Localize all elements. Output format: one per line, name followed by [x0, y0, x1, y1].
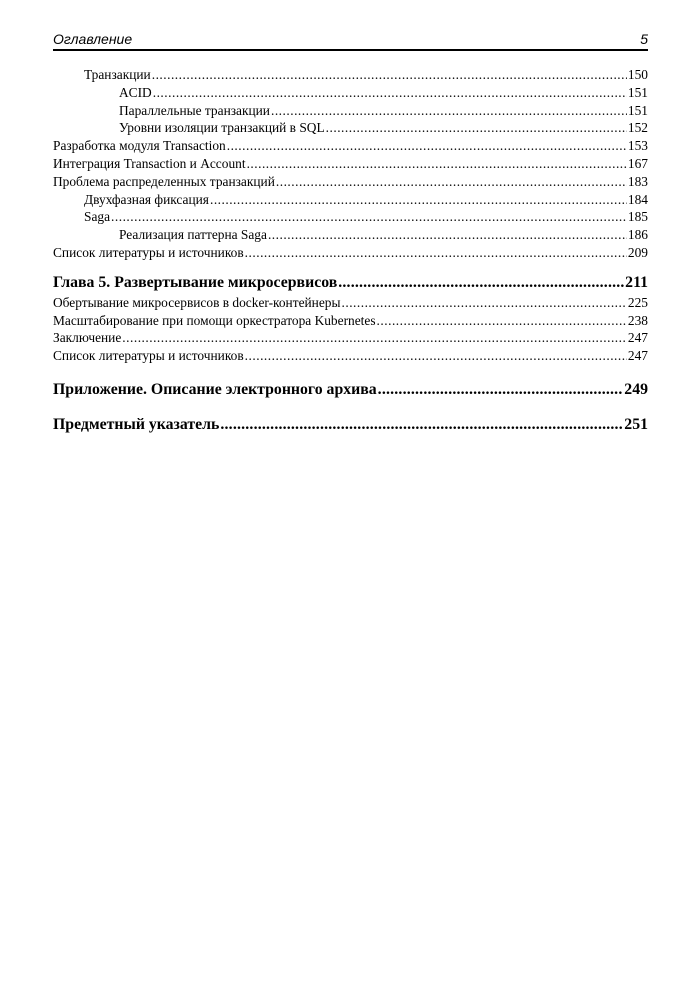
toc-entry[interactable]	[53, 173, 648, 191]
toc-entry-label: Уровни изоляции транзакций в SQL	[119, 120, 325, 136]
toc-entry[interactable]	[53, 294, 648, 312]
toc-entry-label: Разработка модуля Transaction	[53, 138, 226, 154]
toc-entry[interactable]	[53, 329, 648, 347]
toc-entry-page: 238	[627, 312, 648, 328]
toc-entry-page: 152	[627, 120, 648, 136]
toc-entry[interactable]	[53, 137, 648, 155]
book-page	[53, 0, 648, 988]
toc-entry-page: 247	[627, 330, 648, 346]
toc-entry[interactable]	[53, 102, 648, 120]
toc-leader-dots	[276, 173, 627, 191]
toc-entry[interactable]	[53, 191, 648, 209]
toc-chapter-entry[interactable]	[53, 379, 648, 401]
toc-entry-page: 186	[627, 227, 648, 243]
toc-entry-label: Список литературы и источников	[53, 244, 244, 260]
toc-entry[interactable]	[53, 347, 648, 365]
toc-entry[interactable]	[53, 119, 648, 137]
toc-entry[interactable]	[53, 312, 648, 330]
running-header	[53, 31, 648, 51]
toc-entry-label: Обертывание микросервисов в docker-контейнеры	[53, 294, 341, 310]
toc-chapter-label: Предметный указатель	[53, 415, 220, 433]
toc-leader-dots	[378, 379, 624, 401]
toc-leader-dots	[245, 244, 627, 262]
toc-chapter-entry[interactable]	[53, 414, 648, 436]
toc-leader-dots	[210, 191, 627, 209]
toc-leader-dots	[245, 347, 627, 365]
toc-leader-dots	[342, 294, 627, 312]
toc-leader-dots	[153, 84, 627, 102]
toc-entry-label: Транзакции	[84, 67, 151, 82]
toc-entry-page: 183	[627, 173, 648, 189]
toc-leader-dots	[247, 155, 627, 173]
toc-leader-dots	[152, 66, 627, 84]
toc-entry-page: 150	[627, 67, 648, 82]
toc-entry-page: 151	[627, 102, 648, 118]
toc-entry-label: Параллельные транзакции	[119, 102, 270, 118]
header-title: Оглавление	[53, 31, 133, 47]
toc-entry-page: 153	[627, 138, 648, 154]
toc-entry-label: Масштабирование при помощи оркестратора Kubernetes	[53, 312, 376, 328]
toc-entry-page: 184	[627, 191, 648, 207]
toc-chapter-page: 249	[624, 380, 648, 398]
toc-chapter-page: 211	[625, 273, 648, 291]
toc-entry-page: 151	[627, 84, 648, 100]
toc-leader-dots	[227, 137, 627, 155]
toc-entry-page: 209	[627, 244, 648, 260]
toc-entry-label: Список литературы и источников	[53, 348, 244, 364]
toc-entry[interactable]	[53, 226, 648, 244]
toc-entry-label: ACID	[119, 84, 152, 100]
toc-leader-dots	[326, 119, 627, 137]
toc-entry-label: Saga	[84, 209, 111, 225]
toc-chapter-label: Глава 5. Развертывание микросервисов	[53, 273, 338, 291]
toc-chapter-page: 251	[624, 415, 648, 433]
toc-entry-page: 167	[627, 155, 648, 171]
toc-entry-label: Реализация паттерна Saga	[119, 227, 267, 243]
toc-entry-label: Интеграция Transaction и Account	[53, 155, 246, 171]
toc-leader-dots	[377, 312, 627, 330]
toc-entry[interactable]	[53, 208, 648, 226]
toc-chapter-entry[interactable]	[53, 272, 648, 294]
header-page-number: 5	[640, 31, 648, 47]
toc-entry-page: 247	[627, 348, 648, 364]
toc-entry[interactable]	[53, 244, 648, 262]
table-of-contents	[53, 66, 648, 436]
toc-entry-label: Двухфазная фиксация	[84, 191, 209, 207]
toc-leader-dots	[268, 226, 627, 244]
toc-entry-label: Проблема распределенных транзакций	[53, 173, 275, 189]
toc-leader-dots	[220, 414, 623, 436]
toc-entry[interactable]	[53, 155, 648, 173]
toc-leader-dots	[271, 102, 627, 120]
toc-chapter-label: Приложение. Описание электронного архива	[53, 380, 377, 398]
toc-entry[interactable]	[53, 66, 648, 84]
toc-entry-page: 185	[627, 209, 648, 225]
toc-entry-label: Заключение	[53, 330, 122, 346]
toc-entry[interactable]	[53, 84, 648, 102]
toc-leader-dots	[111, 208, 627, 226]
toc-entry-page: 225	[627, 294, 648, 310]
toc-leader-dots	[122, 329, 627, 347]
toc-leader-dots	[338, 272, 624, 294]
